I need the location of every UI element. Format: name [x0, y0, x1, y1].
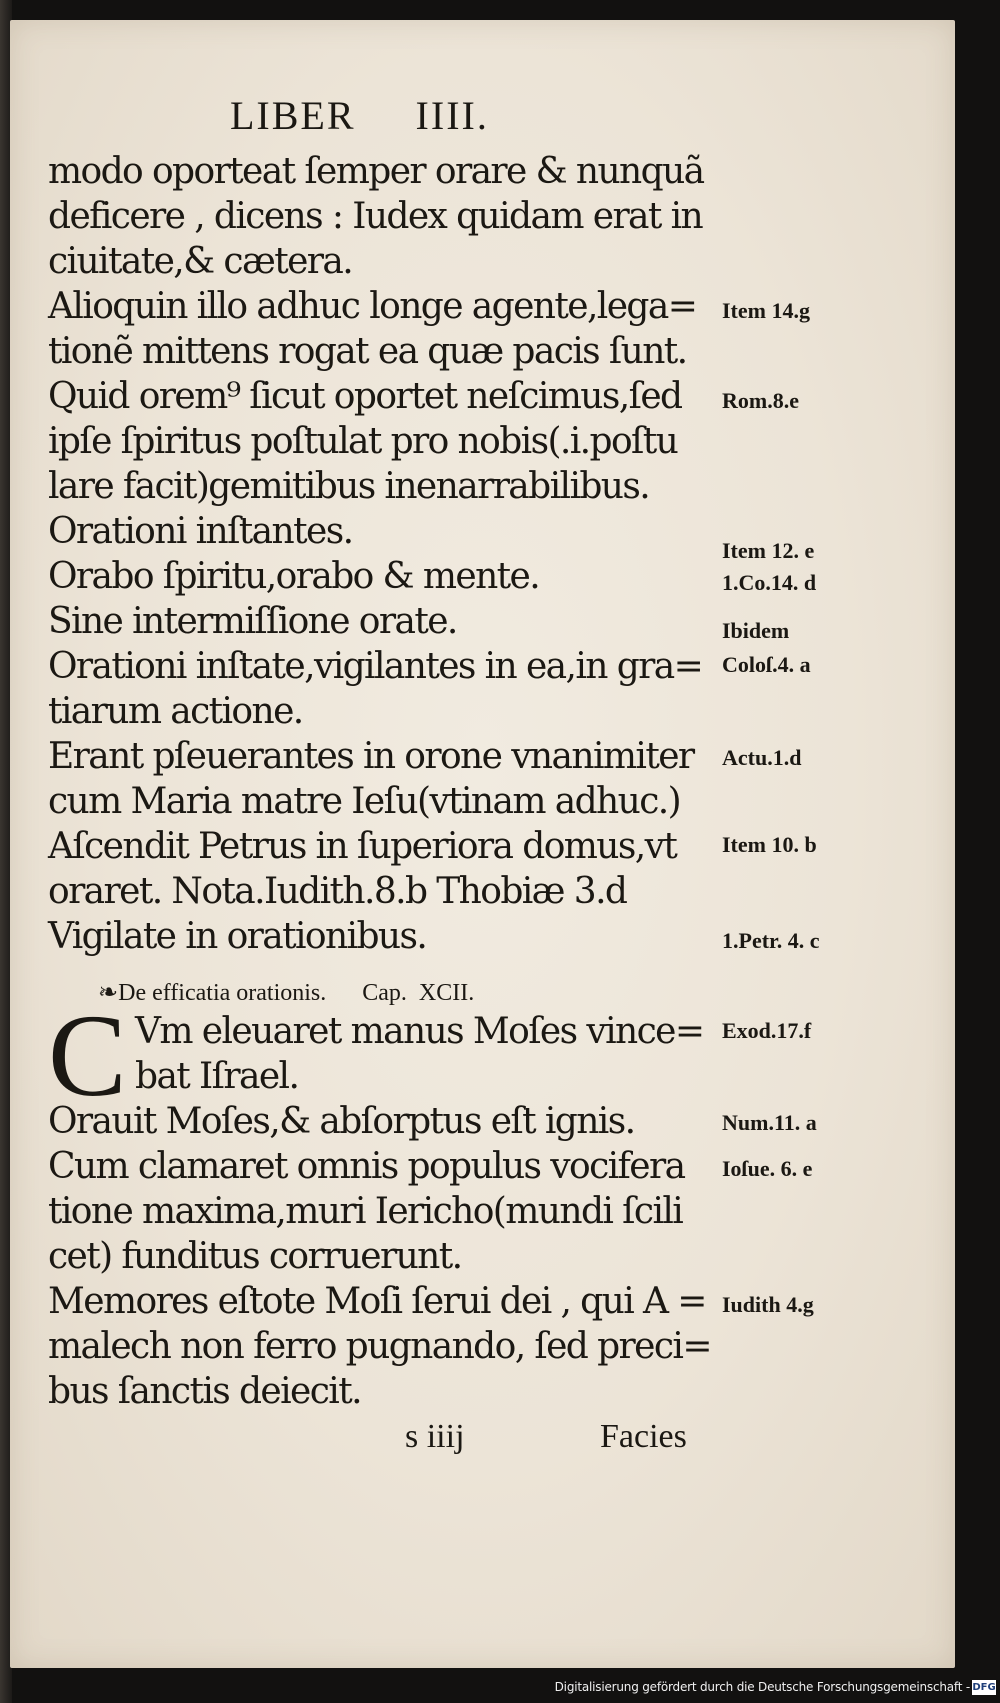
margin-note: Item 14.g: [722, 298, 810, 323]
margin-note: Actu.1.d: [722, 745, 802, 770]
book-page: [10, 20, 955, 1668]
text-line: Erant pſeuerantes in orone vnanimiter: [48, 736, 694, 777]
text-line: malech non ferro pugnando, ſed preci=: [48, 1326, 711, 1367]
text-line: Sine intermiſſione orate.: [48, 601, 457, 642]
dfg-logo-icon: DFG: [972, 1682, 996, 1693]
text-line: modo oporteat ſemper orare & nunquã: [48, 151, 704, 192]
text-line: Aſcendit Petrus in ſuperiora domus,vt: [48, 826, 677, 867]
text-line: Vm eleuaret manus Moſes vince=: [135, 1011, 704, 1052]
text-line: Orabo ſpiritu,orabo & mente.: [48, 556, 540, 597]
text-line: Quid orem⁹ ſicut oportet neſcimus,ſed: [48, 376, 682, 417]
text-line: cum Maria matre Ieſu(vtinam adhuc.): [48, 781, 681, 822]
text-line: Vigilate in orationibus.: [48, 916, 427, 957]
text-line: tione maxima,muri Iericho(mundi ſcili: [48, 1191, 683, 1232]
margin-note: Exod.17.f: [722, 1018, 812, 1043]
digitization-credit: Digitalisierung gefördert durch die Deutsche Forschungsgemeinschaft -: [554, 1680, 970, 1694]
text-line: Orauit Moſes,& abſorptus eſt ignis.: [48, 1101, 635, 1142]
text-line: oraret. Nota.Iudith.8.b Thobiæ 3.d: [48, 871, 627, 912]
text-line: Orationi inſtantes.: [48, 511, 353, 552]
text-line: bat Iſrael.: [135, 1056, 299, 1097]
margin-note: Item 10. b: [722, 832, 817, 857]
text-line: bus ſanctis deiecit.: [48, 1371, 361, 1412]
text-line: tionẽ mittens rogat ea quæ pacis ſunt.: [48, 331, 687, 372]
text-line: Cum clamaret omnis populus vocifera: [48, 1146, 685, 1187]
page-footer: [10, 1415, 955, 1465]
text-line: cet) funditus corruerunt.: [48, 1236, 462, 1277]
catchword: Facies: [600, 1418, 687, 1455]
margin-note: Num.11. a: [722, 1110, 817, 1135]
text-line: Orationi inſtate,vigilantes in ea,in gra=: [48, 646, 703, 687]
margin-note: Ibidem: [722, 618, 790, 643]
margin-note: Iudith 4.g: [722, 1292, 814, 1317]
margin-note: Coloſ.4. a: [722, 652, 811, 677]
margin-note: Rom.8.e: [722, 388, 799, 413]
text-line: tiarum actione.: [48, 691, 303, 732]
text-line: deficere , dicens : Iudex quidam erat in: [48, 196, 703, 237]
text-line: ipſe ſpiritus poſtulat pro nobis(.i.poſtu: [48, 421, 678, 462]
drop-capital: C: [48, 990, 127, 1121]
text-line: ciuitate,& cætera.: [48, 241, 353, 282]
chapter-heading: ❧De efficatia orationis. Cap. XCII.: [98, 980, 475, 1006]
margin-note: Item 12. e: [722, 538, 815, 563]
signature-mark: s iiij: [405, 1418, 465, 1455]
margin-note: 1.Petr. 4. c: [722, 928, 820, 953]
margin-note: Ioſue. 6. e: [722, 1156, 813, 1181]
text-line: Memores eſtote Moſi ſerui dei , qui A =: [48, 1281, 706, 1322]
text-line: Alioquin illo adhuc longe agente,lega=: [48, 286, 697, 327]
margin-note: 1.Co.14. d: [722, 570, 817, 595]
running-header: LIBER IIII.: [230, 93, 489, 138]
text-line: lare facit)gemitibus inenarrabilibus.: [48, 466, 650, 507]
